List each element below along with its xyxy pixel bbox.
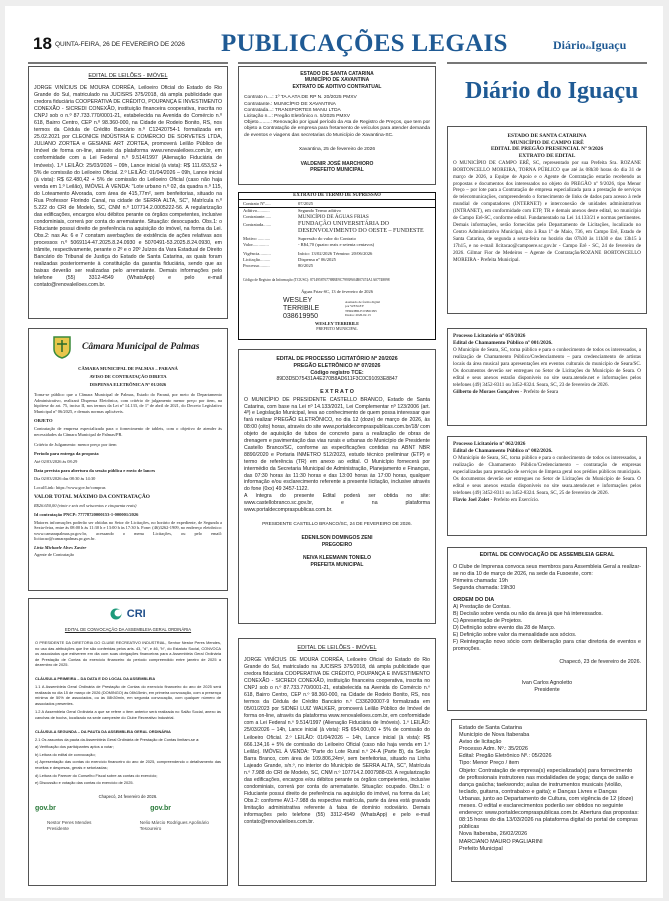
castello-heading-1: EDITAL DE PROCESSO LICITATÓRIO Nº 20/2026: [276, 356, 398, 362]
supressao-role: PREFEITO MUNICIPAL: [316, 325, 358, 331]
notice-supressao: [238, 192, 436, 340]
itaberaba-line: Tipo: Menor Preço / item: [459, 760, 520, 767]
cri-signer-1-role: Presidente: [47, 825, 69, 831]
itaberaba-line: Aviso de licitação: [459, 739, 502, 746]
newspaper-logo: [553, 38, 626, 53]
castello-signer-1: EDENILSON DOMINGOS ZENI: [301, 535, 373, 541]
agenda-item: C) Apresentação de Projetos.: [453, 618, 523, 625]
cri-logo: [35, 605, 221, 623]
brand-text: Diário: [553, 38, 586, 52]
cri-clause-2-1: 2.1 Os assuntos da pauta da Assembleia Geral Ordinária de Prestação de Contas limitam-se a:: [35, 736, 200, 742]
notice-seara-1: [447, 328, 647, 426]
row-value: FUNDAÇÃO UNIVERSITÁRIA DO DESENVOLVIMENTO DO OESTE – FUNDESTE: [298, 220, 424, 235]
agenda-item: A) Prestação de Contas.: [453, 604, 511, 611]
row-label: Valor..............: [243, 241, 269, 247]
notice-body: JORGE VINÍCIUS DE MOURA CORRÊA, Leiloeiro Oficial do Estado do Rio Grande do Sul, matriculado na JUCISRS 375/2018, dá ampla publicidade que credora fiduciária COOPERATIVA DE CRÉDITO, POUPANÇA E INVESTIMENTO CONEXÃO - SICREDI CONEXÃO, instituição financeira cooperativa, inscrita no CNPJ sob o n.º 87.733.770/0001-21, estabelecida na Avenida do Comércio n.º 618, Bairro Centro, CEP n.º 98.360-000, na Cidade de Rodeio Bonito, RS, nos termos da Cédula de Crédito Bancário n.º C12420754-1 formalizada em 25.02.2021 por CLEONICE INDÚSTRIA E COMÉRCIO DE SORVETES LTDA, JULIANO ZORTEA e GESIANE ART ZORTEA, promoverá Leilão Público de Imóvel de forma on-line, através da plataforma www.renovaleiloes.com.br, em conformidade com a Lei Federal n.º 9.514/1997 (Alienação Fiduciária de Imóveis). 1.º LEILÃO: 25/03/2026 – 09h, Lance inicial (à vista): R$ 111.653,52 + 5% de comissão do Leiloeiro Oficial. 2.º LEILÃO: 01/04/2026 – 09h, Lance inicial (à vista): R$ 62.480,42 + 5% de comissão do Leiloeiro Oficial (caso não haja venda em 1.º Leilão), IMÓVEL À VENDA: "Lote urbano n.º 02, da quadra n.º 115, do Loteamento Alvorada, com área de 415,77m², sem benfeitorias, situado na Rua Professor Florindo Canal, na cidade de SERRA ALTA, SC", Matrícula n.º 5.222 do CRI de Modelo, SC, CNM n.º 107714.2.0005222-56. A regularização das edificações, encargos e/ou débitos perante os órgãos competentes, inclusive condominiais, correrá por conta do arrematante. Situação: desocupado. Obs.1: o Fiduciante possui direito de preferência na aquisição do imóvel, na forma da Lei. Obs.2: nas Av. 6 e 7 constam averbações de existência de ações relativas aos processos n.º 5069114-47.2025.8.24.0930 e 5070491-53.2025.8.24.0930, em trâmite, respectivamente, perante o 2º e o 20º Juízos da Vara Estadual de Direito Bancário do Tribunal de Justiça do Estado de Santa Catarina, as quais foram realizadas posteriormente à constituição da garantia fiduciária, sendo que as baixas deverão ser realizadas pelo arrematante. Demais informações pelo telefone (55) 3312-4549 (WhatsApp) e pelo e-mail contato@renovaleiloes.com.br.: [34, 85, 222, 289]
cri-item: b) Leitura do edital de convocação;: [35, 751, 96, 757]
notice-castello-branco: [238, 349, 436, 624]
brand-ad-logo: Diário do Iguaçu: [465, 78, 639, 104]
xavantina-row: Contratante.: MUNICÍPIO DE XAVANTINA: [244, 101, 336, 107]
itaberaba-line: Processo Adm. Nº.: 35/2026: [459, 746, 528, 753]
itaberaba-date: Nova Itaberaba, 26/02/2026: [459, 831, 528, 838]
supressao-date: Águas Frias-SC, 13 de fevereiro de 2026: [301, 288, 373, 294]
row-label: Aditivo...........: [243, 208, 270, 214]
xavantina-row: Objeto.........: Renovação por igual período da Ata de Registro de Preços, que tem por objeto a Contratação de empresa para fretamento de veículos para atender demanda de eventos e viagens das secretarias do Município de Xavantina-SC.: [244, 120, 430, 138]
palmas-heading-3: DISPENSA ELETRÔNICA Nº 01/2026: [89, 382, 167, 387]
castello-heading-2: PREGÃO ELETRÔNICO Nº 07/2026: [293, 362, 381, 369]
seara1-role: - Prefeito de Seara: [519, 389, 559, 395]
agenda-item: B) Decisão sobre venda ou não da área já que há interessados.: [453, 611, 603, 618]
row-value: Segundo Termo aditivo: [298, 208, 341, 214]
assembleia-date: Chapecó, 23 de fevereiro de 2026.: [559, 659, 641, 666]
assembleia-role: Presidente: [534, 687, 560, 694]
castello-heading-3: Código registro TCE:: [310, 369, 364, 376]
supressao-row: [243, 221, 431, 236]
seara1-heading-2: Edital de Chamamento Público nº 001/2026.: [453, 340, 553, 346]
notice-cri: [28, 598, 228, 886]
row-label: Contrato Nº.....: [243, 201, 271, 206]
notice-nova-itaberaba: [451, 719, 647, 882]
row-value: MUNICÍPIO DE ÁGUAS FRIAS: [298, 214, 369, 221]
seara1-signer: Gilberto de Moraes Gonçalves: [453, 389, 520, 395]
notice-leilao-1: [28, 66, 228, 319]
row-label: Vigência..........: [243, 251, 271, 257]
xavantina-heading-3: EXTRATO DE ADITIVO CONTRATUAL: [292, 84, 382, 91]
issue-date: QUINTA-FEIRA, 26 DE FEVEREIRO DE 2026: [55, 41, 185, 48]
xavantina-date: Xavantina, 25 de fevereiro de 2026: [298, 146, 376, 152]
cri-clause-1: CLÁUSULA PRIMEIRA – DA DATA E DO LOCAL DA ASSEMBLEIA: [35, 675, 156, 681]
page-number: 18: [33, 34, 52, 53]
seara1-body: O Município de Seara, SC, torna público e para o conhecimento de todos os interessados, a realização de Chamamento Público/Credenciamento – para credenciamento de artistas locais da área musical para apresentações em eventos culturais do município de Seara/SC. Os documentos deverão ser entregues no Setor de Licitações do Município de Seara. O edital e seus anexos estarão disponíveis no site seara.atende.net e informações pelos telefones (49) 3452-8311 ou 3452-8324. Seara, SC, 23 de fevereiro de 2026.: [453, 347, 641, 388]
supressao-row: [243, 242, 431, 248]
row-value: Supressão do valor do Contrato: [298, 235, 356, 241]
castello-tce-code: 89D3D5D75431A4E270B8AD611F3C0C91093E8847: [276, 376, 398, 383]
govbr-stamp-2: gov.br: [150, 804, 171, 812]
xavantina-row: Licitação n...: Pregão Eletrônico n. 5/2025 PMXV: [244, 114, 351, 120]
agenda-item: E) Definição sobre valor da mensalidade aos sócios.: [453, 632, 577, 639]
itaberaba-line: Edital: Pregão Eletrônico Nº.: 05/2026: [459, 753, 552, 760]
notice-body: JORGE VINÍCIUS DE MOURA CORRÊA, Leiloeiro Oficial do Estado do Rio Grande do Sul, matriculado na JUCISRS 375/2018, dá ampla publicidade que credora fiduciária COOPERATIVA DE CRÉDITO, POUPANÇA E INVESTIMENTO CONEXÃO - SICREDI CONEXÃO, instituição financeira cooperativa, inscrita no CNPJ sob o n.º 87.733.770/0001-21, estabelecida na Avenida do Comércio n.º 618, Bairro Centro, CEP n.º 98.360-000, na Cidade de Rodeio Bonito, RS, nos termos da Cédula de Crédito Bancário n.º C336200007-9 formalizada em 05/01/2023 por SIDNEI LUIZ WALKER, promoverá Leilão Público de Imóvel de forma on-line, através da plataforma www.renovaleiloes.com.br, em conformidade com a Lei Federal n.º 9.514/1997 (Alienação Fiduciária de Imóveis). 1.º LEILÃO: 25/03/2026 – 14h, Lance inicial (à vista): R$ 654.000,00 + 5% de comissão do Leiloeiro Oficial. 2.º LEILÃO: 01/04/2026 – 14h, Lance inicial (à vista): R$ 666.134,16 + 5% de comissão do Leiloeiro Oficial (caso não haja venda em 1.º Leilão). IMÓVEL À VENDA: "Parte do Lote Rural n.º 24-A (Parte B), da Seção Barra Branco, com área de 109.806,24m², sem benfeitorias, situado na Linha Lajeado Grande, s/n.º, no interior do Município de SERRA ALTA, SC", Matrícula n.º 7.988 do CRI de Modelo, SC, CNM n.º 107714.2.0007988-03. A regularização das edificações, encargos e/ou débitos perante os órgãos competentes, inclusive condominiais, correrá por conta do arrematante. Situação: ocupado. Obs.1: o Fiduciante possui direito de preferência na aquisição do imóvel, na forma da Lei; Obs.2: conforme AV.1-7.988 da respectiva matrícula, parte da área está gravada limitação administrativa referente à faixa de domínio rodoviário. Demais informações pelo telefone (55) 3312-4549 (WhatsApp) e pelo e-mail contato@renovaleiloes.com.br.: [244, 657, 430, 826]
assembleia-first-call: Primeira chamada: 19h: [453, 578, 508, 585]
column-rule: [238, 62, 436, 64]
cri-paragraph: O PRESIDENTE DA DIRETORIA DO CLUBE RECREATIVO INDUSTRIAL, Senhor Nestor Peres Mendes, no uso das atribuições que lhe são conferidas pelos arts. 43, "d", e 46, "b", do Estatuto Social, CONVOCA os associados que estiverem em dia com suas obrigações financeiras para a Assembleia Geral Ordinária de Prestação de Contas do exercício financeiro do período compreendido entre janeiro de 2025 a dezembro de 2025.: [35, 640, 221, 668]
cri-signer-2-role: Tesoureiro: [139, 825, 162, 831]
supressao-row: [243, 263, 431, 269]
cri-logo-text: CRI: [126, 607, 146, 620]
palmas-signer: Lívia Michaele Alves Xavier: [34, 544, 87, 550]
assembleia-intro: O Clube de Imprensa convoca seus membros para Assembleia Geral a realizar-se no dia 10 de março de 2026, na sede da Fusoeste, com:: [453, 564, 641, 578]
cri-clause-2: CLÁUSULA SEGUNDA – DA PAUTA DA ASSEMBLEIA GERAL ORDINÁRIA: [35, 728, 171, 734]
palmas-logo-title: Câmara Municipal de Palmas: [82, 342, 200, 352]
cri-signatures: [35, 820, 221, 832]
palmas-periodo-heading: Período para entrega da proposta: [34, 450, 99, 456]
castello-signer-2: NEIVA KLEEMANN TONIELO: [303, 555, 371, 562]
section-title: PUBLICAÇÕES LEGAIS: [221, 30, 508, 57]
palmas-periodo: Até 02/03/2026 às 08:29: [34, 458, 78, 464]
palmas-local: Local/Link: https://www.gov.br/compras: [34, 484, 106, 490]
assembleia-agenda-heading: ORDEM DO DIA: [453, 597, 495, 604]
seara2-body: O Município de Seara, SC, torna público e para o conhecimento de todos os interessados, a realização de Chamamento Público/Credenciamento – contratação de empresas especializadas para prestação de serviços de limpeza geral nos prédios públicos municipais. Os documentos deverão ser entregues no Setor de Licitações do Município de Seara. O edital e seus anexos estarão disponíveis no site seara.atende.net e informações pelos telefones (49) 3452-8311 ou 3452-8324. Seara, SC, 25 de fevereiro de 2026.: [453, 455, 641, 496]
castello-signer-1-role: PREGOEIRO: [321, 541, 353, 548]
digital-signature-name: WESLEY TERRIBILE 038619950: [283, 296, 320, 320]
agenda-item: D) Definição sobre evento dia 28 de Março.: [453, 625, 556, 632]
cri-item: d) Leitura do Parecer do Conselho Fiscal sobre as contas do exercício;: [35, 772, 158, 778]
newspaper-page: [5, 6, 663, 898]
palmas-objeto: Contratação de empresa especializada para o fornecimento de tablets, com o objetivo de atender às necessidades da Câmara Municipal de Palmas/PR.: [34, 426, 222, 437]
cri-logo-icon: [110, 608, 122, 620]
row-value: Início: 13/02/2026 Término: 20/06/2026: [298, 251, 373, 257]
campoere-heading-3: EDITAL DE PREGÃO PRESENCIAL Nº 9/2026: [490, 146, 604, 153]
xavantina-role: PREFEITO MUNICIPAL: [310, 167, 364, 174]
xavantina-row: Contrato n....: 1º TA A ATA DE RP N. 20/2025 PMXV: [244, 95, 357, 101]
campoere-heading-2: MUNICÍPIO DE CAMPO ERÊ: [510, 139, 584, 146]
campoere-body: O MUNICÍPIO DE CAMPO ERÊ, SC, representado por sua Prefeita Sra. ROZANE BORTONCELLO MOREIRA, TORNA PÚBLICO que até às 08h30 horas do dia 31 de março de 2026, a Equipe de Apoio e o Agente de Contratação estarão recebendo as propostas e documentos dos interessados no objeto do PREGÃO nº 9/2026, tipo Menor Preço – por lote para a Contratação de empresa especializada para a prestação de serviços de telecomunicações, compreendendo o fornecimento de links de dados para acesso à rede mundial de computadores (INTERNET) e interconexão de unidades administrativas (INTRANET), em conformidade com ETP, TR e demais anexos deste edital, no município de Campo Erê-SC, conforme edital. Fundamentado na Lei 14.133/21 e normas pertinentes. Demais informações, serão fornecidas pelo Departamento de Licitações, localizado no Centro Administrativo Municipal, sito à Rua 1º de Maio, 736, em Campo Erê, Estado de Santa Catarina, de segunda a sexta-feira no horário das 07h30 às 11h30 e das 13h15 à 17h15, e no e-mail llcitacao@campoere.sc.gov.br - Campo Erê - SC, 24 de fevereiro de 2026. Gilmar Fior de Medeiros – Agente de Contratação/ROZANE BORTONCELLO MOREIRA - Prefeita Municipal.: [453, 159, 641, 263]
brand-end: Iguaçu: [590, 38, 627, 52]
xavantina-heading-2: MUNICÍPIO DE XAVANTINA: [304, 77, 370, 84]
notice-seara-2: [447, 436, 647, 536]
palmas-data: Dia 02/03/2026 das 08:30 às 14:30: [34, 475, 96, 481]
itaberaba-signer: MARCIANO MAURO PAGLIARINI: [459, 838, 543, 845]
xavantina-signer: VALDENIR JOSÉ MARCHIORO: [300, 160, 374, 167]
cri-item: c) Apresentação das contas do exercício financeiro do ano de 2025, compreendendo o detalhamento das receitas e despesas, gerais e setorizadas;: [35, 759, 221, 770]
brand-small: do: [585, 46, 591, 51]
seara2-heading-2: Edital de Chamamento Público nº 002/2026.: [453, 448, 553, 454]
govbr-stamp-1: gov.br: [35, 804, 56, 812]
castello-body: O MUNICÍPIO DE PRESIDENTE CASTELLO BRANCO, Estado de Santa Catarina, com base na Lei nº 14.133/2021, Lei Complementar nº 123/2006 (art. 4º) e Legislação Municipal, leva ao conhecimento de quem possa interessar que fará realizar PREGÃO ELETRÔNICO, no dia 12 (doze) de março de 2026, às 08:00 (oito) horas, através do site www.portaldecompraspublicas.com.br/18/ com objeto de aquisição de tubos de concreto para a realização de obras de drenagem e pavimentação das vias rurais e urbanas do Município de Presidente Castello Branco/SC, conforme as especificações contidas na ABNT NBR 8890/2020 e Portaria INMETRO 512/2023, estudo técnico preliminar (ETP) e termo de referência (TR) em anexo ao edital. O Município fornecerá por intermédio da Secretaria Municipal de Administração, Planejamento e Finanças, das 07:30 horas às 11:30 horas e das 13:00 horas às 17:00 horas, qualquer informação e/ou esclarecimento referente a presente licitação, inclusive através do fone (0xx) 49 3457-1122.: [244, 396, 430, 493]
itaberaba-line: Município de Nova Itaberaba: [459, 732, 530, 739]
itaberaba-line: Estado de Santa Catarina: [459, 725, 522, 731]
palmas-objeto-heading: OBJETO: [34, 418, 53, 424]
notice-assembleia: [447, 547, 647, 711]
supressao-title: EXTRATO DE TERMO DE SUPRESSÃO: [239, 193, 435, 200]
seara2-role: - Prefeito em Exercício.: [489, 497, 540, 503]
cri-clause-1-2: 1.2 A Assembleia Geral Ordinária a que se refere o item anterior será realizada no Salão Social, anexo às canchas de bocha, localizado na sede campestre do Clube Recreativo Industrial.: [35, 709, 221, 720]
notice-palmas: [28, 328, 228, 591]
row-value: 07/2025: [298, 201, 314, 206]
itaberaba-body: Objeto: Contratação de empresa(s) especializada(s) para fornecimento de profissionais instrutores nas modalidades de yoga; dança de salão e dança gaúcha; taekwondo; aulas de instrumentos musicais (violão, teclado, guitarra, contrabaixo e gaita); e Danças Livres e Danças Urbanas, junto ao Departamento de Cultura, com vigência de 12 (doze) meses. O edital e esclarecimentos poderão ser obtidos no seguinte endereço: www.portaldecompraspublicas.com.br. Abertura das propostas: 08:15 horas do dia 13/03/2026 na plataforma digital do portal de compras públicas: [459, 767, 639, 831]
palmas-valor-heading: VALOR TOTAL MÁXIMO DA CONTRATAÇÃO: [34, 493, 150, 500]
row-label: Licitação.........: [243, 257, 271, 263]
cri-item: a) Verificação dos participantes aptos a votar;: [35, 744, 114, 750]
notice-xavantina: [238, 66, 436, 185]
cri-signer-1: Nestor Peres Mendes: [47, 819, 92, 825]
notice-campo-ere: [447, 126, 647, 314]
palmas-intro: Torna-se público que a Câmara Municipal de Palmas, Estado do Paraná, por meio do Departamento Administrativo, realizará Dispensa Eletrônica, com critério de julgamento menor preço por item, na hipótese do art. 75, inciso II, nos termos da Lei nº 14.133, de 1º de abril de 2021, do Decreto Legislativo Municipal nº 06/2025, e demais normas aplicáveis.: [34, 392, 222, 414]
palmas-heading-1: CÂMARA MUNICIPAL DE PALMAS – PARANÁ: [78, 366, 178, 371]
cri-title: EDITAL DE CONVOCAÇÃO DA ASSEMBLEIA GERAL ORDINÁRIA: [64, 627, 192, 632]
cri-signature-stamps: [35, 805, 221, 812]
supressao-signer: WESLEY TERRIBILE: [314, 320, 360, 326]
notice-leilao-2: [238, 638, 436, 886]
digital-signature-stamp: Assinado de forma digital por WESLEY TERRIBILE:03861995 Dados: 2026.02.13: [345, 300, 381, 317]
row-value: Dispensa nº 06/2025: [298, 257, 336, 263]
row-value: - R$4,70 (quatro reais e setenta centavos): [298, 241, 375, 247]
notice-title: EDITAL DE LEILÕES - IMÓVEL: [88, 73, 168, 79]
xavantina-row: Contratada...: TRANSPORTES MANU LTDA: [244, 107, 341, 113]
supressao-row: [239, 201, 435, 208]
column-rule: [447, 62, 647, 64]
palmas-valor: R$26.650,00 (vinte e seis mil seiscentos e cinquenta reais): [34, 502, 137, 508]
assembleia-second-call: Segunda chamada: 19h30: [453, 585, 516, 592]
seara2-signer: Flavio Joel Zolet: [453, 497, 490, 503]
palmas-coat-of-arms-icon: [52, 335, 72, 359]
palmas-signer-role: Agente de Contratação: [34, 551, 75, 557]
assembleia-signer: Ivan Carlos Agnoletto: [521, 680, 573, 687]
cri-item: e) Discussão e votação das contas do exercício de 2025.: [35, 780, 134, 786]
row-label: Contratada.......: [243, 221, 272, 227]
row-label: Motivo ...........: [243, 235, 271, 241]
cri-clause-1-1: 1.1 A Assembleia Geral Ordinária de Prestação de Contas do exercício financeiro do ano de 2025 será realizada no dia 15 de março de 2026 (DOMINGO) às 08h15min, em primeira convocação, com a presença mínima de 50% de associados, ou às 08h30min, em segunda convocação, com qualquer número de associados presentes.: [35, 683, 221, 706]
palmas-info: Maiores informações poderão ser obtidas no Setor de Licitações, no horário de expediente, de Segunda a Sexta-feira, entre às 08:00 h às 11:30 h e 13:00 h às 17:30 h. Fone: (46)3262-1909, no endereço eletrônico: www.camarapalmas.pr.gov.br, acessando o menu Licitações, ou pelo email: licitacao@camarapalmas.pr.gov.br.: [34, 519, 222, 542]
palmas-criterio: Critério de Julgamento: menor preço por item: [34, 441, 117, 447]
row-value: 80/2025: [298, 263, 314, 269]
palmas-heading-2: AVISO DE CONTRATAÇÃO DIRETA: [89, 374, 167, 379]
cri-date: Chapecó, 24 fevereiro de 2026.: [98, 793, 158, 799]
campoere-heading-4: EXTRATO DE EDITAL: [518, 153, 576, 160]
palmas-data-heading: Data prevista para abertura da sessão pública e envio de lances: [34, 467, 156, 473]
digital-signature: [283, 297, 431, 321]
palmas-pncp: Id contratação PNCP: 77778720000153-1-000001/2026: [34, 511, 139, 517]
supressao-tce-code: Código de Registro da Informação (TCE/SC): 8714958767788BE9C7993F604B07474A1A07748898: [243, 277, 390, 282]
seara1-heading-1: Processo Licitatório nº 059/2026: [453, 333, 526, 339]
campoere-heading-1: ESTADO DE SANTA CATARINA: [507, 133, 587, 139]
castello-signer-2-role: PREFEITA MUNICIPAL: [310, 561, 364, 568]
column-rule: [28, 62, 228, 64]
agenda-item: F) Reintegração novo sócio com deliberação para criar diretoria de eventos e promoções.: [453, 639, 641, 653]
seara2-heading-1: Processo Licitatório nº 062/2026: [453, 441, 526, 447]
itaberaba-role: Prefeito Municipal: [459, 845, 503, 852]
castello-extrato: E X T R A T O: [320, 389, 354, 396]
cri-signer-2: Nelio Márcio Rodrigues Apolinário: [139, 819, 209, 825]
row-label: Processo.........: [243, 263, 270, 269]
xavantina-heading-1: ESTADO DE SANTA CATARINA: [300, 71, 374, 77]
castello-body-2: A íntegra do presente Edital poderá ser obtida no site: www.castellobranco.sc.gov.br, e na plataforma www.portaldecompraspublicas.com.br.: [244, 493, 430, 514]
row-label: Contratante......: [243, 214, 272, 220]
castello-date: PRESIDENTE CASTELLO BRANCO/SC, 24 DE FEVEREIRO DE 2026.: [262, 521, 412, 526]
assembleia-title: EDITAL DE CONVOCAÇÃO DE ASSEMBLEIA GERAL: [479, 552, 615, 558]
notice-title: EDITAL DE LEILÕES - IMÓVEL: [297, 645, 377, 651]
